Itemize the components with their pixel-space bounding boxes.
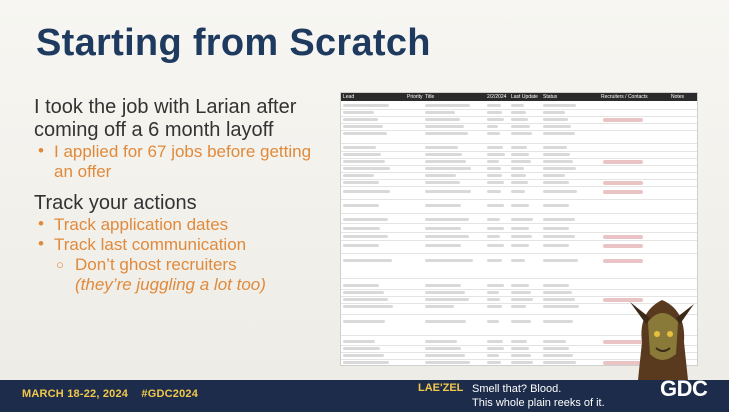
cell-placeholder <box>487 118 504 121</box>
cell-placeholder <box>425 218 469 221</box>
cell-placeholder <box>543 340 566 343</box>
cell-placeholder <box>511 305 526 308</box>
cell-placeholder <box>425 340 457 343</box>
cell-placeholder <box>343 284 379 287</box>
cell-placeholder <box>343 361 389 364</box>
spreadsheet-row <box>341 103 697 110</box>
cell-placeholder <box>511 340 527 343</box>
cell-placeholder <box>425 146 458 149</box>
cell-placeholder <box>511 259 525 262</box>
cell-placeholder <box>343 190 390 193</box>
subbullet-italic-note: (they’re juggling a lot too) <box>75 275 266 294</box>
cell-placeholder <box>425 174 456 177</box>
paragraph-track-actions: Track your actions <box>34 192 197 214</box>
cell-placeholder <box>487 244 504 247</box>
gdc-logo: GDC <box>660 376 708 401</box>
cell-placeholder <box>511 190 525 193</box>
redacted-contact <box>603 244 643 248</box>
redacted-contact <box>603 160 643 164</box>
cell-placeholder <box>487 153 505 156</box>
cell-placeholder <box>343 305 393 308</box>
redacted-contact <box>603 190 643 194</box>
cell-placeholder <box>425 284 461 287</box>
redacted-contact <box>603 259 643 263</box>
cell-placeholder <box>487 181 504 184</box>
cell-placeholder <box>543 235 575 238</box>
cell-placeholder <box>487 347 504 350</box>
cell-placeholder <box>487 218 500 221</box>
cell-placeholder <box>343 146 376 149</box>
cell-placeholder <box>511 153 529 156</box>
cell-placeholder <box>425 111 455 114</box>
spreadsheet-row <box>341 117 697 124</box>
cell-placeholder <box>425 291 465 294</box>
cell-placeholder <box>543 320 573 323</box>
cell-placeholder <box>543 174 565 177</box>
cell-placeholder <box>543 204 569 207</box>
cell-placeholder <box>343 347 380 350</box>
cell-placeholder <box>487 227 504 230</box>
cell-placeholder <box>543 361 576 364</box>
header-lead: Lead <box>343 94 355 100</box>
cell-placeholder <box>343 227 380 230</box>
cell-placeholder <box>511 291 531 294</box>
hollow-bullet-icon: ○ <box>56 257 64 272</box>
cell-placeholder <box>511 320 531 323</box>
caption-line-2: This whole plain reeks of it. <box>472 397 605 409</box>
cell-placeholder <box>487 235 500 238</box>
cell-placeholder <box>511 354 531 357</box>
header-last-update: Last Update <box>511 94 538 100</box>
cell-placeholder <box>543 111 565 114</box>
cell-placeholder <box>343 298 388 301</box>
bullet-applied-jobs: • I applied for 67 jobs before getting an offer <box>34 142 334 182</box>
cell-placeholder <box>487 160 499 163</box>
cell-placeholder <box>511 167 524 170</box>
cell-placeholder <box>511 227 529 230</box>
spreadsheet-row <box>341 226 697 233</box>
spreadsheet-row <box>341 243 697 254</box>
cell-placeholder <box>425 153 462 156</box>
spreadsheet-row <box>341 203 697 214</box>
spreadsheet-row <box>341 173 697 180</box>
cell-placeholder <box>343 291 384 294</box>
cell-placeholder <box>543 118 568 121</box>
cell-placeholder <box>487 291 499 294</box>
cell-placeholder <box>487 132 500 135</box>
cell-placeholder <box>425 259 473 262</box>
cell-placeholder <box>425 354 465 357</box>
cell-placeholder <box>487 190 501 193</box>
spreadsheet-row <box>341 145 697 152</box>
cell-placeholder <box>543 146 567 149</box>
redacted-contact <box>603 181 643 185</box>
spreadsheet-row <box>341 152 697 159</box>
cell-placeholder <box>543 227 569 230</box>
cell-placeholder <box>543 244 569 247</box>
cell-placeholder <box>487 111 502 114</box>
spreadsheet-header-row <box>341 93 697 101</box>
spreadsheet-row <box>341 131 697 144</box>
subbullet-recruiters: ○ Don’t ghost recruiters <box>56 255 237 274</box>
cell-placeholder <box>511 146 527 149</box>
cell-placeholder <box>543 305 579 308</box>
cell-placeholder <box>543 125 571 128</box>
bullet-last-communication: • Track last communication <box>34 235 334 255</box>
cell-placeholder <box>543 153 570 156</box>
cell-placeholder <box>425 227 461 230</box>
cell-placeholder <box>543 259 578 262</box>
cell-placeholder <box>487 204 504 207</box>
cell-placeholder <box>487 340 503 343</box>
cell-placeholder <box>343 354 384 357</box>
cell-placeholder <box>543 218 575 221</box>
cell-placeholder <box>343 174 374 177</box>
slide-body <box>34 96 334 295</box>
cell-placeholder <box>425 244 461 247</box>
cell-placeholder <box>425 181 460 184</box>
cell-placeholder <box>425 298 469 301</box>
cell-placeholder <box>343 118 378 121</box>
cell-placeholder <box>425 347 461 350</box>
cell-placeholder <box>511 298 533 301</box>
spreadsheet-row <box>341 166 697 173</box>
cell-placeholder <box>511 218 533 221</box>
cell-placeholder <box>543 347 569 350</box>
cell-placeholder <box>543 160 573 163</box>
spreadsheet-row <box>341 189 697 200</box>
spreadsheet-row <box>341 110 697 117</box>
cell-placeholder <box>487 320 499 323</box>
spreadsheet-row <box>341 159 697 166</box>
footer-hashtag: #GDC2024 <box>141 388 199 400</box>
cell-placeholder <box>425 167 471 170</box>
cell-placeholder <box>343 104 389 107</box>
cell-placeholder <box>425 125 464 128</box>
cell-placeholder <box>511 160 531 163</box>
caption-line-1: Smell that? Blood. <box>472 383 562 395</box>
cell-placeholder <box>543 291 572 294</box>
cell-placeholder <box>511 104 524 107</box>
paragraph-layoff: I took the job with Larian after coming off a 6 month layoff <box>34 96 297 141</box>
cell-placeholder <box>543 181 569 184</box>
cell-placeholder <box>543 132 575 135</box>
cell-placeholder <box>425 190 471 193</box>
caption-text <box>472 382 605 410</box>
cell-placeholder <box>511 244 529 247</box>
spreadsheet-row <box>341 124 697 131</box>
cell-placeholder <box>343 320 385 323</box>
cell-placeholder <box>425 132 468 135</box>
cell-placeholder <box>487 259 502 262</box>
cell-placeholder <box>487 104 501 107</box>
cell-placeholder <box>343 204 379 207</box>
slide-title: Starting from Scratch <box>36 22 431 64</box>
cell-placeholder <box>511 361 533 364</box>
spreadsheet-row <box>341 180 697 187</box>
cell-placeholder <box>343 167 390 170</box>
cell-placeholder <box>343 259 392 262</box>
cell-placeholder <box>511 132 532 135</box>
cell-placeholder <box>343 340 375 343</box>
cell-placeholder <box>343 125 383 128</box>
cell-placeholder <box>425 361 470 364</box>
cell-placeholder <box>511 125 530 128</box>
cell-placeholder <box>543 104 576 107</box>
cell-placeholder <box>343 132 387 135</box>
cell-placeholder <box>343 153 381 156</box>
bullet-application-dates: • Track application dates <box>34 215 334 235</box>
cell-placeholder <box>487 298 500 301</box>
spreadsheet-row <box>341 258 697 279</box>
cell-placeholder <box>511 174 526 177</box>
cell-placeholder <box>425 204 461 207</box>
cell-placeholder <box>425 235 469 238</box>
header-recruiters: Recruiters / Contacts <box>601 94 648 100</box>
cell-placeholder <box>487 146 503 149</box>
cell-placeholder <box>425 160 466 163</box>
cell-placeholder <box>343 235 388 238</box>
spreadsheet-row <box>341 217 697 224</box>
cell-placeholder <box>511 347 529 350</box>
cell-placeholder <box>425 320 466 323</box>
cell-placeholder <box>343 160 385 163</box>
laezel-character-portrait <box>628 282 696 380</box>
cell-placeholder <box>543 190 577 193</box>
cell-placeholder <box>487 361 501 364</box>
cell-placeholder <box>487 125 498 128</box>
cell-placeholder <box>511 111 526 114</box>
cell-placeholder <box>511 118 528 121</box>
cell-placeholder <box>543 354 573 357</box>
cell-placeholder <box>543 284 569 287</box>
caption-speaker: LAE'ZEL <box>418 382 464 394</box>
cell-placeholder <box>343 181 379 184</box>
cell-placeholder <box>511 204 529 207</box>
cell-placeholder <box>487 167 501 170</box>
cell-placeholder <box>487 354 499 357</box>
cell-placeholder <box>343 218 388 221</box>
cell-placeholder <box>543 298 575 301</box>
header-status: Status <box>543 94 558 100</box>
cell-placeholder <box>425 104 470 107</box>
header-priority: Priority <box>407 94 423 100</box>
cell-placeholder <box>511 235 532 238</box>
cell-placeholder <box>487 174 502 177</box>
footer-dates: MARCH 18-22, 2024 #GDC2024 <box>22 388 199 400</box>
redacted-contact <box>603 235 643 239</box>
cell-placeholder <box>343 244 379 247</box>
header-title: Title <box>425 94 435 100</box>
header-notes: Notes <box>671 94 685 100</box>
cell-placeholder <box>487 284 504 287</box>
cell-placeholder <box>511 284 529 287</box>
cell-placeholder <box>343 111 374 114</box>
redacted-contact <box>603 118 643 122</box>
spreadsheet-row <box>341 234 697 241</box>
header-date: 2/2/2024 <box>487 94 507 100</box>
cell-placeholder <box>487 305 502 308</box>
cell-placeholder <box>425 305 454 308</box>
cell-placeholder <box>511 181 528 184</box>
cell-placeholder <box>543 167 576 170</box>
cell-placeholder <box>425 118 460 121</box>
